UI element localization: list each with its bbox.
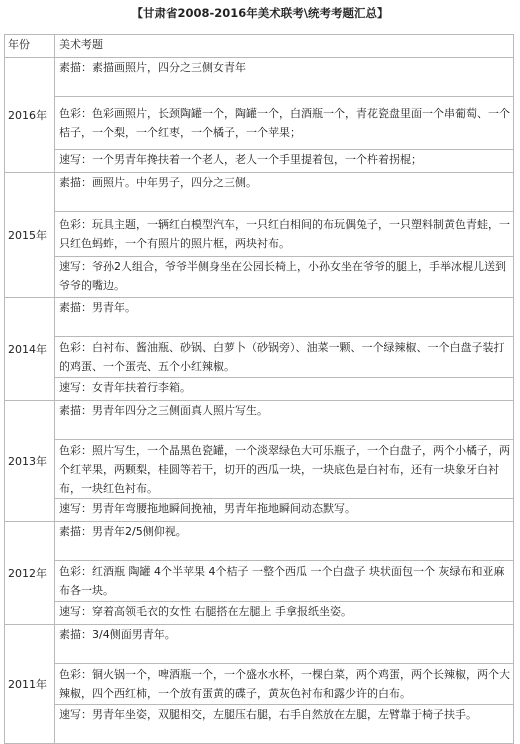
sketch-text: 3/4侧面男青年。 [92, 628, 176, 641]
table-row [5, 298, 514, 337]
quick-sketch-cell [55, 705, 514, 744]
year-cell: 2011年 [5, 625, 55, 744]
table-row [5, 705, 514, 744]
sketch-text: 画照片。中年男子，四分之三侧。 [92, 176, 257, 189]
quick-sketch-label: 速写： [59, 605, 92, 618]
quick-sketch-label: 速写： [59, 708, 92, 721]
table-row [5, 378, 514, 401]
table-row [5, 212, 514, 257]
quick-sketch-cell [55, 257, 514, 298]
table-row [5, 625, 514, 664]
quick-sketch-cell [55, 150, 514, 173]
table-row [5, 257, 514, 298]
sketch-label: 素描： [59, 404, 92, 417]
sketch-cell [55, 173, 514, 212]
color-label: 色彩： [59, 565, 92, 578]
quick-sketch-cell [55, 378, 514, 401]
quick-sketch-text: 穿着高领毛衣的女性 右腿搭在左腿上 手拿报纸坐姿。 [92, 605, 352, 618]
table-row [5, 150, 514, 173]
color-cell [55, 440, 514, 499]
sketch-label: 素描： [59, 301, 92, 314]
sketch-cell [55, 522, 514, 561]
table-row [5, 97, 514, 150]
quick-sketch-cell [55, 499, 514, 522]
table-row [5, 522, 514, 561]
table-row [5, 401, 514, 440]
quick-sketch-text: 爷孙2人组合，爷爷半侧身坐在公园长椅上，小孙女坐在爷爷的腿上，手举冰棍儿送到爷爷的嘴边。 [59, 260, 506, 292]
quick-sketch-label: 速写： [59, 153, 92, 166]
quick-sketch-text: 男青年弯腰拖地瞬间挽袖，男青年拖地瞬间动态默写。 [92, 502, 356, 515]
column-header-topic: 美术考题 [55, 35, 514, 58]
color-cell [55, 337, 514, 378]
color-text: 白衬布、酱油瓶、砂锅、白萝卜（砂锅旁）、油菜一颗、一个绿辣椒、一个白盘子装打的鸡蛋、一个蛋壳、五个小红辣椒。 [59, 341, 505, 373]
color-cell [55, 212, 514, 257]
table-row [5, 58, 514, 97]
color-label: 色彩： [59, 107, 92, 120]
color-label: 色彩： [59, 341, 92, 354]
sketch-text: 男青年四分之三侧面真人照片写生。 [92, 404, 268, 417]
year-cell: 2012年 [5, 522, 55, 625]
table-row [5, 664, 514, 705]
table-row [5, 499, 514, 522]
color-text: 照片写生，一个晶黑色瓷罐，一个淡翠绿色大可乐瓶子，一个白盘子，两个小橘子，两个红苹果，两颗梨，桂圆等若干，切开的西瓜一块，一块底色是白衬布，还有一块象牙白衬布，一块红色衬布。 [59, 443, 510, 495]
sketch-cell [55, 58, 514, 97]
color-text: 色彩画照片，长颈陶罐一个，陶罐一个，白酒瓶一个，青花瓷盘里面一个串葡萄、一个桔子，一个梨，一个红枣，一个橘子，一个苹果； [59, 107, 510, 139]
sketch-text: 男青年2/5侧仰视。 [92, 525, 187, 538]
page-title: 【甘肃省2008-2016年美术联考\统考考题汇总】 [131, 6, 389, 20]
color-cell [55, 561, 514, 602]
table-row [5, 561, 514, 602]
year-cell: 2016年 [5, 58, 55, 173]
table-row [5, 173, 514, 212]
column-header-year: 年份 [5, 35, 55, 58]
table-row [5, 602, 514, 625]
sketch-label: 素描： [59, 176, 92, 189]
table-row [5, 440, 514, 499]
color-label: 色彩： [59, 218, 92, 231]
exam-topics-table [4, 34, 514, 744]
sketch-cell [55, 625, 514, 664]
table-row [5, 337, 514, 378]
color-cell [55, 664, 514, 705]
quick-sketch-text: 女青年扶着行李箱。 [92, 381, 191, 394]
year-cell: 2015年 [5, 173, 55, 298]
sketch-label: 素描： [59, 525, 92, 538]
color-cell [55, 97, 514, 150]
color-text: 红酒瓶 陶罐 4个半苹果 4个桔子 一整个西瓜 一个白盘子 块状面包一个 灰绿布和亚麻布各一块。 [59, 565, 505, 597]
color-text: 玩具主题，一辆红白模型汽车，一只红白相间的布玩偶兔子，一只塑料制黄色青蛙，一只红色蚂蚱，一个有照片的照片框，两块衬布。 [59, 218, 510, 250]
quick-sketch-cell [55, 602, 514, 625]
table-header-row [5, 35, 514, 58]
sketch-text: 素描画照片，四分之三侧女青年 [92, 61, 246, 74]
quick-sketch-label: 速写： [59, 502, 92, 515]
sketch-cell [55, 401, 514, 440]
color-label: 色彩： [59, 443, 92, 457]
quick-sketch-label: 速写： [59, 260, 92, 273]
year-cell: 2014年 [5, 298, 55, 401]
color-label: 色彩： [59, 668, 92, 681]
quick-sketch-text: 一个男青年搀扶着一个老人，老人一个手里提着包，一个杵着拐棍； [92, 153, 422, 166]
year-cell: 2013年 [5, 401, 55, 522]
sketch-label: 素描： [59, 628, 92, 641]
sketch-text: 男青年。 [92, 301, 136, 314]
quick-sketch-text: 男青年坐姿，双腿相交，左腿压右腿，右手自然放在左腿，左臂靠于椅子扶手。 [92, 708, 477, 721]
sketch-cell [55, 298, 514, 337]
color-text: 铜火锅一个，啤酒瓶一个，一个盛水水杯，一棵白菜，两个鸡蛋，两个长辣椒，两个大辣椒，四个西红柿，一个放有蛋黄的碟子，黄灰色衬布和露少许的白布。 [59, 668, 510, 700]
sketch-label: 素描： [59, 61, 92, 74]
quick-sketch-label: 速写： [59, 381, 92, 394]
